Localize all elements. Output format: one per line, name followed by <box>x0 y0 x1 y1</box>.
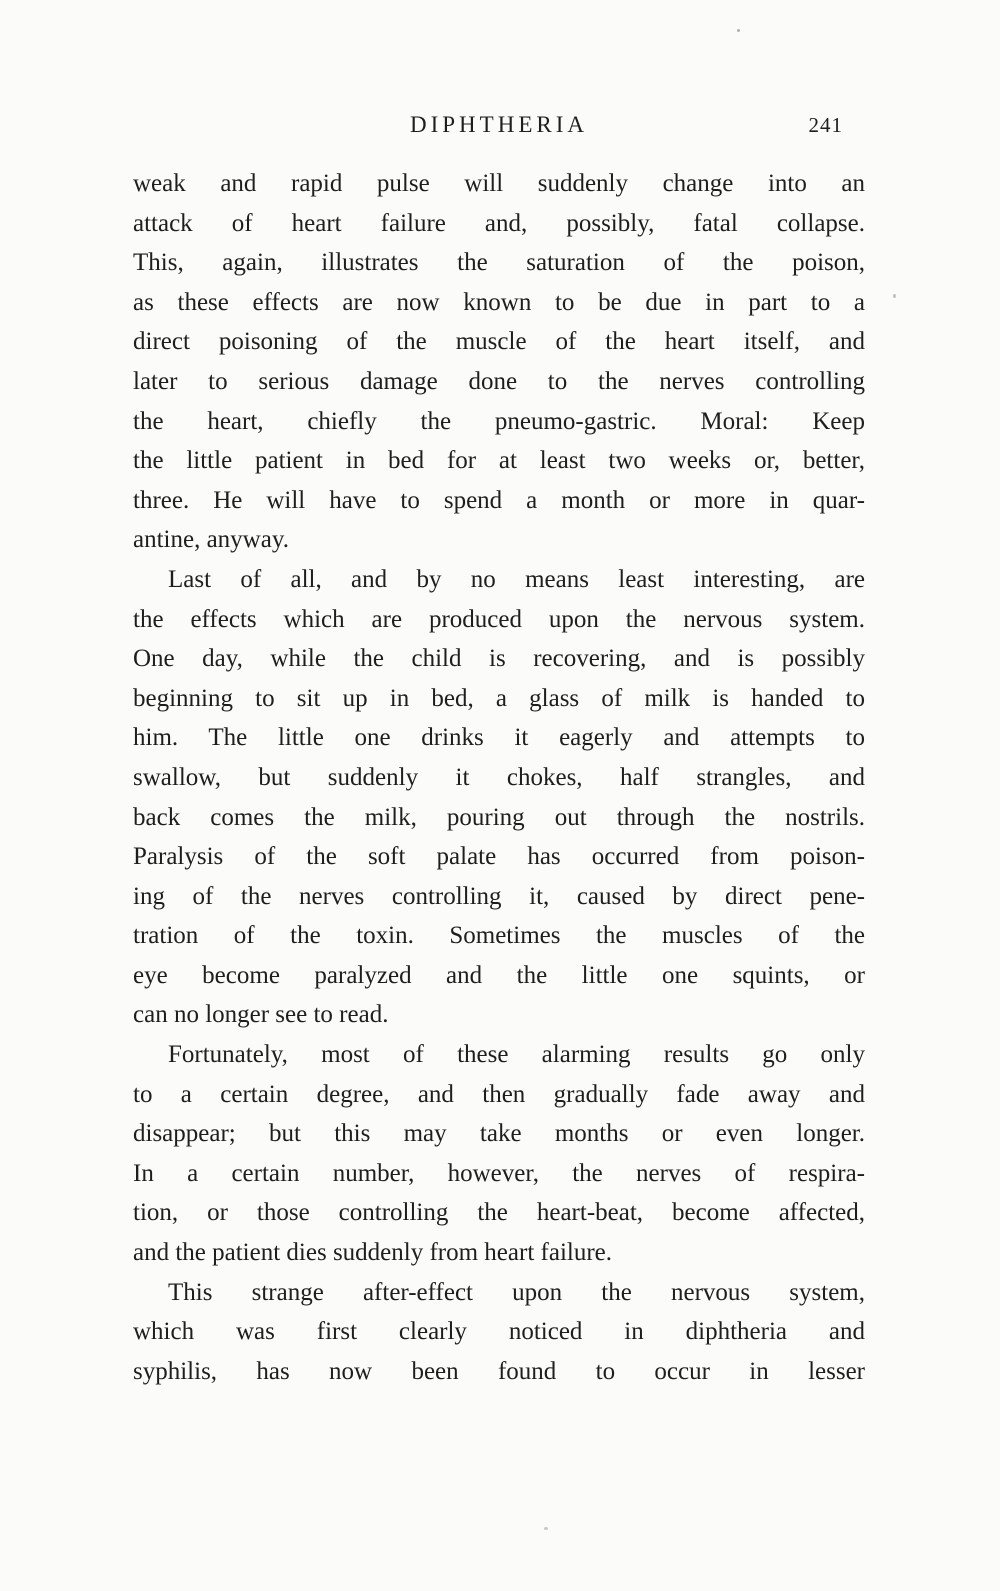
body-text <box>133 164 865 1391</box>
paragraph <box>133 1273 865 1392</box>
text-line: direct poisoning of the muscle of the heart itself, and <box>133 328 865 356</box>
text-line: which was first clearly noticed in diphtheria and <box>133 1318 865 1346</box>
text-line: One day, while the child is recovering, and is possibly <box>133 645 865 673</box>
text-line: as these effects are now known to be due in part to a <box>133 288 865 316</box>
paragraph <box>133 560 865 1035</box>
scan-speck <box>544 1527 548 1530</box>
text-line: This, again, illustrates the saturation of the poison, <box>133 249 865 277</box>
page-number: 241 <box>808 113 843 137</box>
scan-speck <box>893 294 896 298</box>
text-line: tration of the toxin. Sometimes the muscles of the <box>133 922 865 950</box>
running-title: DIPHTHERIA <box>410 112 588 137</box>
page-header <box>133 112 865 146</box>
text-line: him. The little one drinks it eagerly and attempts to <box>133 724 865 752</box>
text-line: the effects which are produced upon the nervous system. <box>133 605 865 633</box>
text-line: can no longer see to read. <box>133 1001 389 1029</box>
text-line: Paralysis of the soft palate has occurred from poison- <box>133 843 865 871</box>
scan-speck <box>737 29 740 32</box>
text-line: the heart, chiefly the pneumo-gastric. Moral: Keep <box>133 407 865 435</box>
text-line: This strange after-effect upon the nervous system, <box>168 1278 865 1306</box>
text-line: eye become paralyzed and the little one squints, or <box>133 961 865 989</box>
text-line: three. He will have to spend a month or more in quar- <box>133 486 865 514</box>
text-line: to a certain degree, and then gradually fade away and <box>133 1080 865 1108</box>
text-line: weak and rapid pulse will suddenly change into an <box>133 170 865 197</box>
text-line: and the patient dies suddenly from heart failure. <box>133 1239 613 1267</box>
paragraph <box>133 164 865 560</box>
text-line: beginning to sit up in bed, a glass of milk is handed to <box>133 684 865 712</box>
text-line: syphilis, has now been found to occur in lesser <box>133 1357 865 1385</box>
text-line: Fortunately, most of these alarming results go only <box>168 1041 865 1069</box>
text-line: antine, anyway. <box>133 526 289 554</box>
text-line: the little patient in bed for at least two weeks or, better, <box>133 447 865 475</box>
text-line: later to serious damage done to the nerves controlling <box>133 367 865 395</box>
text-line: tion, or those controlling the heart-beat, become affected, <box>133 1199 865 1227</box>
text-line: swallow, but suddenly it chokes, half strangles, and <box>133 763 865 791</box>
text-line: ing of the nerves controlling it, caused by direct pene- <box>133 882 865 910</box>
paragraph <box>133 1035 865 1273</box>
text-line: back comes the milk, pouring out through the nostrils. <box>133 803 865 831</box>
text-line: Last of all, and by no means least interesting, are <box>168 565 865 593</box>
text-line: disappear; but this may take months or even longer. <box>133 1120 865 1148</box>
text-line: attack of heart failure and, possibly, fatal collapse. <box>133 209 865 237</box>
text-line: In a certain number, however, the nerves of respira- <box>133 1159 865 1187</box>
